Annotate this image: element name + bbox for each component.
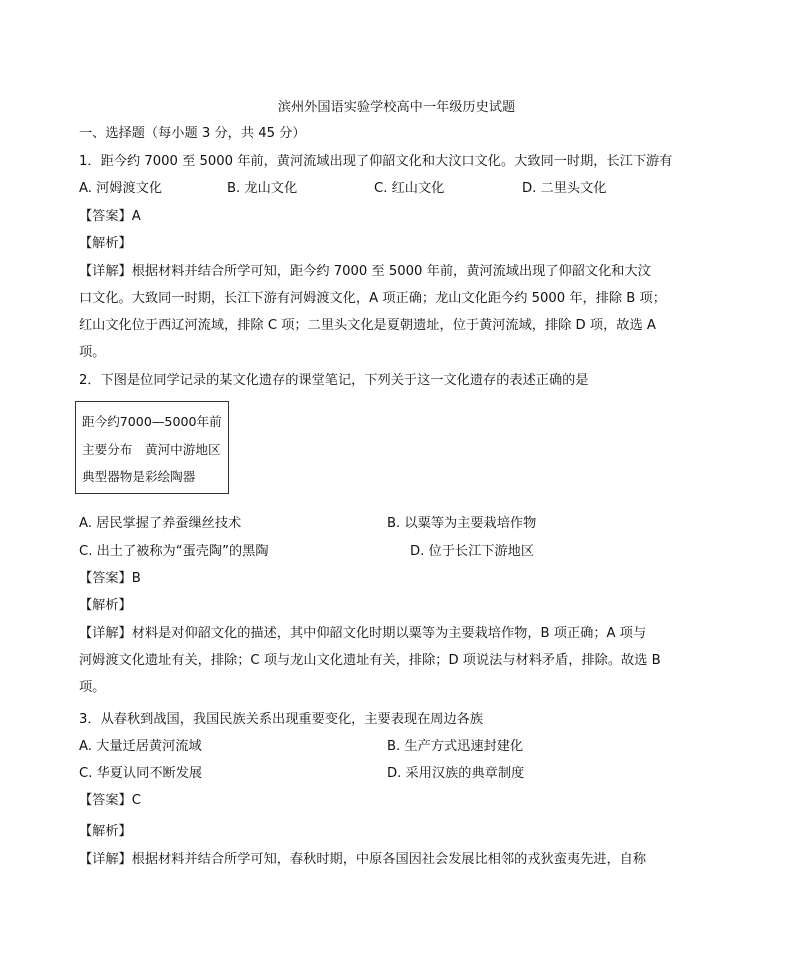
q2-answer: 【答案】B [79,571,141,586]
q2-detail-line: 河姆渡文化遗址有关，排除；C 项与龙山文化遗址有关，排除；D 项说法与材料矛盾，排除。故选 B [79,653,661,668]
note-line: 主要分布 黄河中游地区 [82,442,221,457]
question-1-stem: 1．距今约 7000 至 5000 年前，黄河流域出现了仰韶文化和大汶口文化。大致同一时期，长江下游有 [79,154,673,169]
section-heading: 一、选择题（每小题 3 分，共 45 分） [79,126,306,141]
note-line: 距今约7000—5000年前 [82,414,222,429]
note-line: 典型器物是彩绘陶器 [82,469,196,484]
question-3-stem: 3．从春秋到战国，我国民族关系出现重要变化，主要表现在周边各族 [79,712,484,727]
q3-option-d: D. 采用汉族的典章制度 [387,766,525,781]
q3-answer: 【答案】C [79,793,141,808]
q1-option-b: B. 龙山文化 [227,181,298,196]
q1-option-c: C. 红山文化 [374,181,445,196]
q2-option-a: A. 居民掌握了养蚕缫丝技术 [79,516,242,531]
q2-detail-line: 【详解】材料是对仰韶文化的描述，其中仰韶文化时期以粟等为主要栽培作物，B 项正确；A 项与 [79,626,647,641]
q3-option-c: C. 华夏认同不断发展 [79,766,203,781]
q1-analysis-label: 【解析】 [79,236,132,251]
q1-detail-line: 项。 [79,345,106,360]
q2-analysis-label: 【解析】 [79,598,132,613]
q3-option-a: A. 大量迁居黄河流域 [79,739,202,754]
q2-option-c: C. 出土了被称为“蛋壳陶”的黑陶 [79,544,269,559]
q1-detail-line: 红山文化位于西辽河流域，排除 C 项；二里头文化是夏朝遗址，位于黄河流域，排除 D 项，故选 A [79,318,656,333]
q3-option-b: B. 生产方式迅速封建化 [387,739,524,754]
q1-option-a: A. 河姆渡文化 [79,181,163,196]
q2-option-d: D. 位于长江下游地区 [410,544,535,559]
q1-detail-line: 【详解】根据材料并结合所学可知，距今约 7000 至 5000 年前，黄河流域出现了仰韶文化和大汶 [79,264,651,279]
question-2-stem: 2．下图是位同学记录的某文化遗存的课堂笔记，下列关于这一文化遗存的表述正确的是 [79,373,589,388]
class-note-box [75,401,229,494]
q1-option-d: D. 二里头文化 [522,181,607,196]
q1-detail-line: 口文化。大致同一时期，长江下游有河姆渡文化，A 项正确；龙山文化距今约 5000 年，排除 B 项； [79,291,666,306]
q3-detail-line: 【详解】根据材料并结合所学可知，春秋时期，中原各国因社会发展比相邻的戎狄蛮夷先进，自称 [79,852,647,867]
q2-option-b: B. 以粟等为主要栽培作物 [387,516,537,531]
q1-answer: 【答案】A [79,209,141,224]
q2-detail-line: 项。 [79,680,106,695]
page-title: 滨州外国语实验学校高中一年级历史试题 [277,100,516,115]
q3-analysis-label: 【解析】 [79,824,132,839]
